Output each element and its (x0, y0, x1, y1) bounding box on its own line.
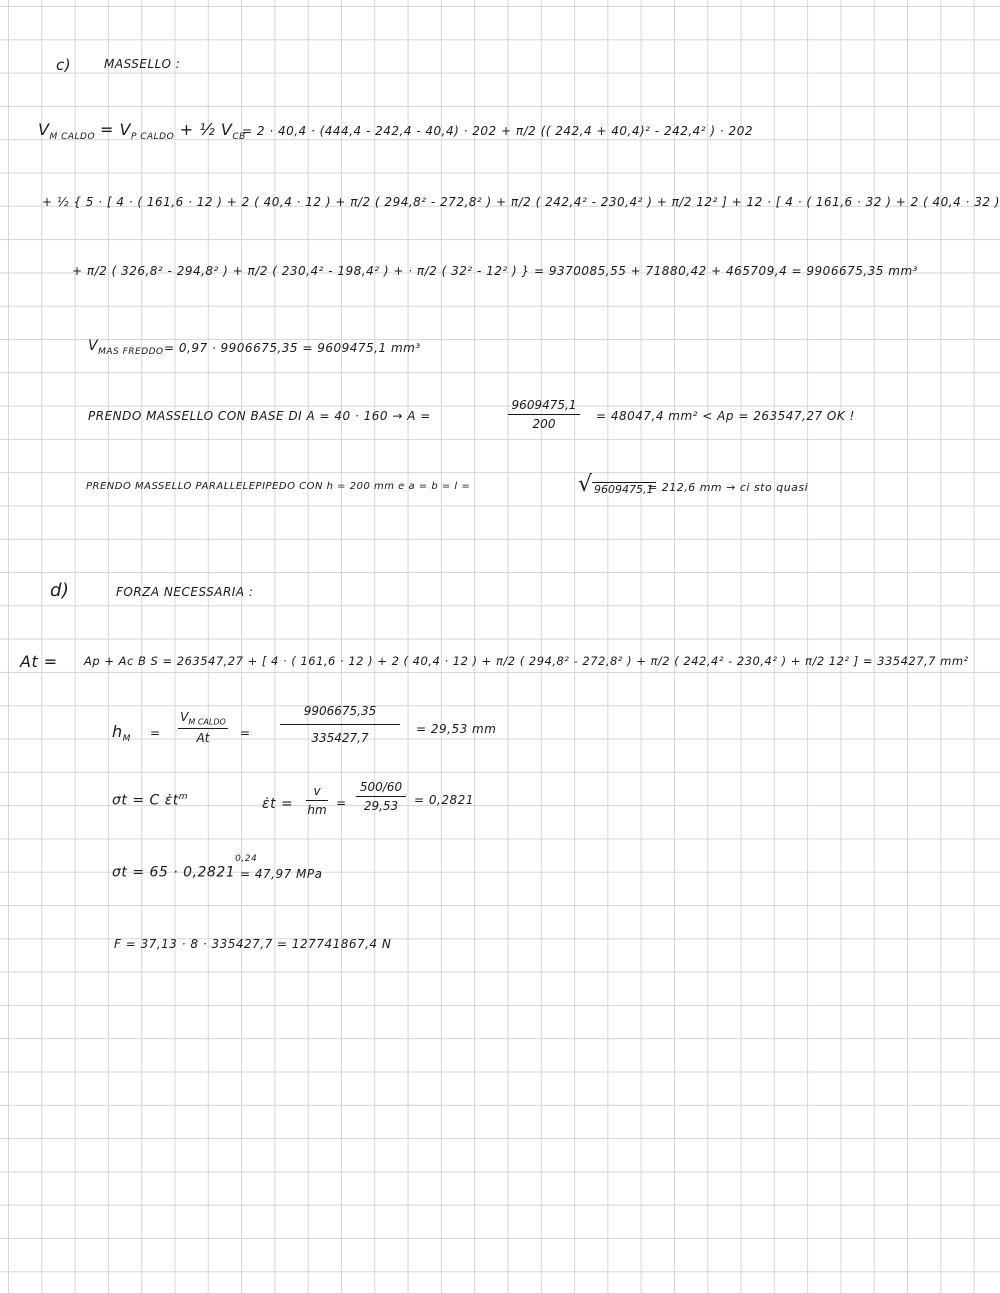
section-d-label: d) (50, 580, 70, 601)
v-p-caldo-symbol: = V (100, 120, 131, 139)
v-cb-term: + ½ V (179, 120, 233, 139)
fraction-bar (306, 800, 328, 801)
hm-subscript: M (122, 734, 131, 745)
v-m-caldo-subscript: M CALDO (49, 132, 96, 143)
hm-equals-2: = (240, 726, 251, 740)
root-radicand: 9609475,1 (594, 483, 654, 496)
hm-symbolic-denominator: At (196, 731, 210, 746)
strain-rate-equals: = (336, 796, 347, 810)
hm-value-numerator: 9906675,35 (303, 704, 377, 718)
hm-result: = 29,53 mm (416, 722, 497, 736)
v-freddo-expression: = 0,97 · 9906675,35 = 9609475,1 mm³ (164, 341, 421, 355)
strain-rate-value-denominator: 29,53 (363, 799, 399, 813)
prendo-base-denominator: 200 (532, 417, 556, 431)
prendo-base-numerator: 9609475,1 (511, 398, 577, 412)
strain-rate-value-numerator: 500/60 (359, 780, 403, 794)
sigma-value (112, 854, 258, 881)
strain-rate-result: = 0,2821 (414, 793, 474, 807)
v-freddo-symbol: V (88, 338, 99, 354)
section-c-title: MASSELLO : (104, 57, 181, 71)
cube-root (578, 474, 656, 496)
v-m-caldo-label (38, 120, 95, 142)
sigma-value-text: σt = 65 · 0,2821 (112, 864, 236, 881)
prendo-base-text: PRENDO MASSELLO CON BASE DI A = 40 · 160 → A = (88, 409, 431, 423)
strain-rate-numerator: v (313, 784, 321, 798)
sigma-law-exponent: m (178, 792, 189, 802)
strain-rate-symbolic-fraction (306, 784, 328, 817)
v-freddo-label (88, 338, 164, 357)
hm-value-denominator: 335427,7 (311, 731, 369, 745)
hm-symbol: h (112, 722, 123, 741)
fraction-bar (280, 724, 400, 725)
fraction-bar (178, 728, 228, 729)
hm-num-subscript: M CALDO (188, 717, 226, 727)
strain-rate-value-fraction (356, 780, 406, 813)
at-expression: Ap + Ac B S = 263547,27 + [ 4 · ( 161,6 · 12 ) + 2 ( 40,4 · 12 ) + π/2 ( 294,8² - 272,8² ) + π/2 ( 242,4² - 230,4² ) + π/2 12² ] = 335427,7 mm² (84, 654, 969, 668)
prendo-parallelepipedo-text: PRENDO MASSELLO PARALLELEPIPEDO CON h = 200 mm e a = b = l = (86, 481, 471, 492)
volume-continuation-line-1: + ½ { 5 · [ 4 · ( 161,6 · 12 ) + 2 ( 40,4 · 12 ) + π/2 ( 294,8² - 272,8² ) + π/2 ( 242,4² - 230,4² ) + π/2 12² ] + 12 · [ 4 · ( 161,6 · 32 ) + 2 ( 40,4 · 32 ) (42, 195, 1000, 209)
hm-symbolic-fraction (178, 710, 228, 745)
force-equation: F = 37,13 · 8 · 335427,7 = 127741867,4 N (114, 937, 392, 951)
prendo-parallelepipedo-result: = 212,6 mm → ci sto quasi (648, 481, 809, 494)
section-c-label: c) (56, 56, 72, 74)
sigma-law-text: σt = C ε̇t (112, 792, 179, 809)
hm-num-symbol: V (180, 710, 189, 724)
prendo-base-fraction (508, 398, 580, 431)
v-p-caldo-term (100, 120, 246, 142)
fraction-bar (356, 796, 406, 797)
strain-rate-denominator: hm (307, 803, 327, 817)
sigma-law (112, 792, 188, 809)
v-cb-subscript: CB (232, 132, 246, 143)
at-label: At = (20, 652, 58, 671)
sigma-result: = 47,97 MPa (240, 867, 323, 881)
strain-rate-label: ε̇t = (262, 796, 294, 812)
hm-value-fraction (280, 704, 400, 745)
fraction-bar (508, 414, 580, 415)
hm-symbolic-numerator (180, 710, 226, 726)
root-symbol: √ (578, 472, 593, 497)
section-d-title: FORZA NECESSARIA : (116, 585, 254, 599)
v-freddo-subscript: MAS FREDDO (98, 346, 164, 357)
volume-caldo-expression: = 2 · 40,4 · (444,4 - 242,4 - 40,4) · 202 + π/2 (( 242,4 + 40,4)² - 242,4² ) · 202 (242, 124, 753, 138)
v-p-caldo-subscript: P CALDO (130, 132, 175, 143)
prendo-base-result: = 48047,4 mm² < Ap = 263547,27 OK ! (596, 409, 855, 423)
hm-label (112, 722, 131, 744)
v-m-caldo-symbol: V (38, 120, 50, 139)
sigma-value-exponent: 0,24 (235, 854, 258, 864)
hm-equals: = (150, 726, 161, 740)
volume-continuation-line-2: + π/2 ( 326,8² - 294,8² ) + π/2 ( 230,4² - 198,4² ) + · π/2 ( 32² - 12² ) } = 9370085,55 + 71880,42 + 465709,4 = 9906675,35 mm³ (72, 264, 918, 278)
